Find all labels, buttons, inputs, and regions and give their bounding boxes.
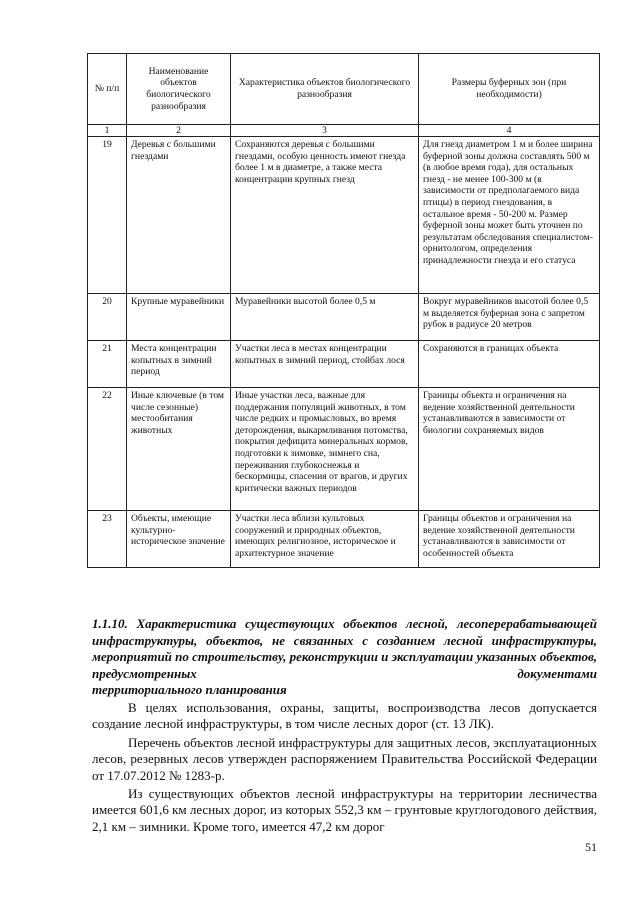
row-number: 19 [88,137,127,294]
table-row [88,511,600,568]
column-number: 2 [127,125,231,137]
row-number: 21 [88,341,127,388]
header-number: № п/п [88,54,127,125]
row-characteristic: Муравейники высотой более 0,5 м [231,294,419,341]
row-number: 23 [88,511,127,568]
row-name: Места концентрации копытных в зимний период [127,341,231,388]
paragraph: В целях использования, охраны, защиты, воспроизводства лесов допускается создание лесной инфраструктуры, в том числе лесных дорог (ст. 13 ЛК). [92,700,597,732]
row-characteristic: Участки леса в местах концентрации копытных в зимний период, стойбах лося [231,341,419,388]
header-buffer: Размеры буферных зон (при необходимости) [419,54,600,125]
row-characteristic: Сохраняются деревья с большими гнездами, особую ценность имеют гнезда более 1 м в диаметре, а также места концентрации крупных гнезд [231,137,419,294]
row-name: Крупные муравейники [127,294,231,341]
row-number: 20 [88,294,127,341]
section-heading-last-line: территориального планирования [92,682,287,698]
page-number: 51 [585,840,597,854]
row-buffer: Сохраняются в границах объекта [419,341,600,388]
row-name: Иные ключевые (в том числе сезонные) местообитания животных [127,388,231,511]
table-row [88,294,600,341]
paragraph: Перечень объектов лесной инфраструктуры для защитных лесов, эксплуатационных лесов, резервных лесов утвержден распоряжением Правительства Российской Федерации от 17.07.2012 № 1283-р. [92,734,597,783]
header-name: Наименование объектов биологического разнообразия [127,54,231,125]
row-buffer: Границы объекта и ограничения на ведение хозяйственной деятельности устанавливаются в зависимости от биологии сохраняемых видов [419,388,600,511]
row-name: Объекты, имеющие культурно-историческое значение [127,511,231,568]
row-characteristic: Участки леса вблизи культовых сооружений и природных объектов, имеющих религиозное, историческое и архитектурное значение [231,511,419,568]
column-number-row [88,125,600,137]
section-heading [92,616,597,699]
biodiversity-table [87,53,600,568]
row-number: 22 [88,388,127,511]
paragraph: Из существующих объектов лесной инфраструктуры на территории лесничества имеется 601,6 км лесных дорог, из которых 552,3 км – грунтовые круглогодового действия, 2,1 км – зимники. Кроме того, имеется 47,2 км дорог [92,786,597,834]
row-buffer: Вокруг муравейников высотой более 0,5 м выделяется буферная зона с запретом рубок в радиусе 20 метров [419,294,600,341]
table-row [88,341,600,388]
section-heading-main: 1.1.10. Характеристика существующих объектов лесной, лесоперерабатывающей инфраструктуры, объектов, не связанных с созданием лесной инфраструктуры, мероприятий по строительству, реконструкции и эксплуатации указанных объектов, предусмотренных документами [92,616,597,681]
table-row [88,388,600,511]
column-number: 1 [88,125,127,137]
row-buffer: Для гнезд диаметром 1 м и более ширина буферной зоны должна составлять 500 м (в любое время года), для остальных гнезд - не менее 100-300 м (в зависимости от предполагаемого вида птицы) в период гнездования, в остальное время - 50-200 м. Размер буферной зоны может быть уточнен по результатам обследования специалистом- орнитологом, определения принадлежности гнезда и его статуса [419,137,600,294]
row-characteristic: Иные участки леса, важные для поддержания популяций животных, в том числе редких и промысловых, во время деторождения, выкармливания потомства, покрытия дефицита минеральных кормов, подготовки к зимовке, зимнего сна, переживания глубокоснежья и бескормицы, спасения от врагов, и других критически важных периодов [231,388,419,511]
column-number: 4 [419,125,600,137]
section-body [92,700,597,837]
header-characteristic: Характеристика объектов биологического разнообразия [231,54,419,125]
table-row [88,137,600,294]
column-number: 3 [231,125,419,137]
table-header-row [88,54,600,125]
row-buffer: Границы объектов и ограничения на ведение хозяйственной деятельности устанавливаются в зависимости от особенностей объекта [419,511,600,568]
row-name: Деревья с большими гнездами [127,137,231,294]
